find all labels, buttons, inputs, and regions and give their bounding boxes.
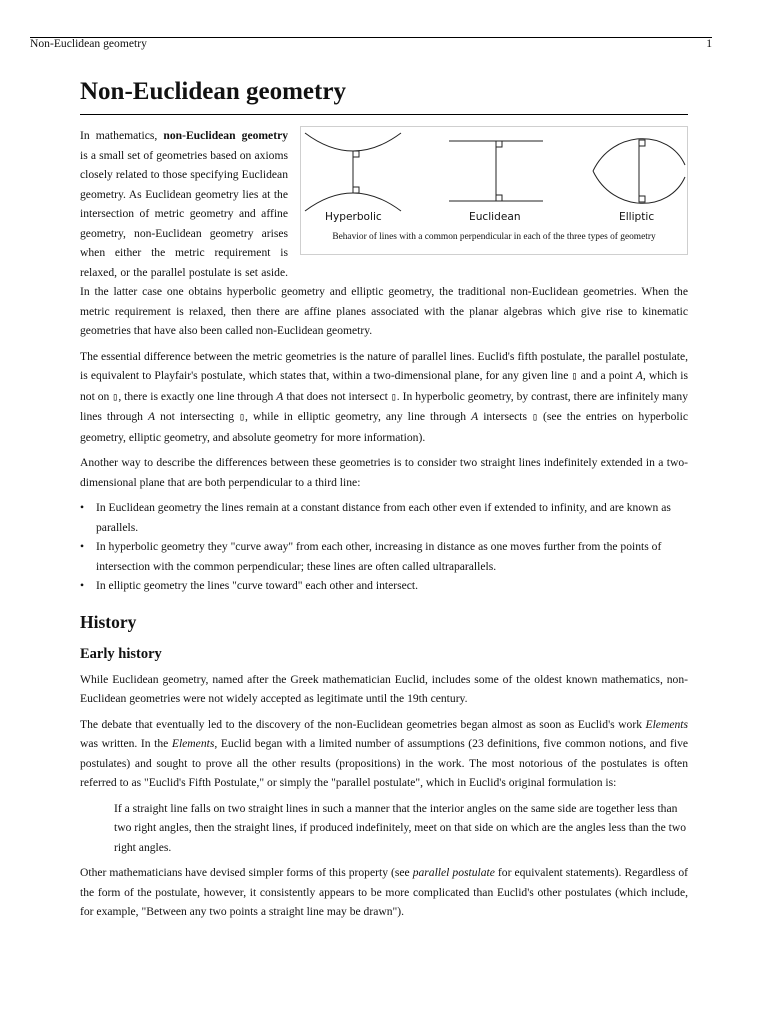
point-a: A (276, 389, 284, 403)
parallel-lines-paragraph (80, 347, 688, 448)
running-header (30, 36, 712, 50)
list-item: • In elliptic geometry the lines "curve toward" each other and intersect. (80, 576, 688, 596)
fifth-postulate-quote: If a straight line falls on two straight lines in such a manner that the interior angles on the same side are together less than two right angles, then the straight lines, if produced indefinitely, meet on that side on which are the angles less than the two right angles. (114, 801, 687, 854)
geometry-figure (300, 126, 688, 255)
para2-text-5: that does not intersect (283, 389, 391, 403)
point-a: A (147, 410, 156, 423)
parallel-postulate-reference: parallel postulate (412, 866, 495, 879)
article-body (80, 76, 688, 928)
line-glyph: ▯ (532, 412, 539, 423)
differences-paragraph: Another way to describe the differences between these geometries is to consider two straight lines indefinitely extended in a two-dimensional plane that are both perpendicular to a third line: (80, 456, 688, 489)
para2-text-4: , there is exactly one line through (118, 389, 277, 403)
hyperbolic-label: Hyperbolic (325, 211, 382, 223)
para2-text-9: intersects (478, 410, 533, 423)
para2-text-7: not intersecting (155, 410, 240, 423)
intro-term: non-Euclidean geometry (163, 129, 289, 142)
line-glyph: ▯ (112, 391, 119, 403)
simpler-forms-text-1: Other mathematicians have devised simpler forms of this property (see (80, 866, 413, 879)
simpler-forms-paragraph (80, 863, 688, 922)
euclidean-label: Euclidean (469, 211, 521, 223)
early-history-paragraph: While Euclidean geometry, named after the Greek mathematician Euclid, includes some of the oldest known mathematics, non-Euclidean geometries were not widely accepted as legitimate until the 19th century. (80, 672, 688, 705)
para2-text-1: The essential difference between the metric geometries is the nature of parallel lines. Euclid's fifth postulate, the parallel postulate, is equivalent to Playfair's postulate, which states that, within a two-dimensional plane, for any given line (80, 349, 688, 382)
line-glyph: ▯ (390, 391, 397, 403)
geometry-bullet-list (80, 498, 688, 596)
debate-paragraph (80, 715, 688, 793)
debate-text-2: was written. In the (80, 737, 172, 750)
debate-text-1: The debate that eventually led to the discovery of the non-Euclidean geometries began almost as soon as Euclid's work (80, 717, 646, 731)
page-number: 1 (706, 37, 712, 50)
intro-lead: In mathematics, (80, 129, 158, 142)
early-history-heading: Early history (80, 645, 162, 662)
running-title: Non-Euclidean geometry (30, 37, 147, 50)
para2-text-8: , while in elliptic geometry, any line through (245, 410, 472, 423)
debate-text-3: , Euclid began with a limited number of assumptions (23 definitions, five common notions, and five postulates) and sought to prove all the other results (propositions) in the work. The most notorious of the postulates is often referred to as "Euclid's Fifth Postulate," or simply the "parallel postulate", which in Euclid's original formulation is: (80, 737, 689, 789)
page-title: Non-Euclidean geometry (80, 76, 688, 115)
simpler-forms-text-2: for equivalent statements). Regardless of the form of the postulate, however, it consistently appears to be more complicated than Euclid's other postulates (which include, for example, "Between any two points a straight line may be drawn"). (80, 866, 688, 918)
figure-caption: Behavior of lines with a common perpendicular in each of the three types of geometry (332, 232, 656, 242)
line-glyph: ▯ (571, 371, 578, 382)
para2-text-2: and a point (577, 369, 636, 382)
history-heading: History (80, 611, 137, 632)
list-item: • In Euclidean geometry the lines remain at a constant distance from each other even if extended to infinity, and are known as parallels. (80, 498, 688, 537)
elliptic-label: Elliptic (619, 211, 655, 223)
list-item: • In hyperbolic geometry they "curve away" from each other, increasing in distance as one moves further from the points of intersection with the common perpendicular; these lines are often called ultraparallels. (80, 537, 688, 576)
para2-text-10: (see the entries on hyperbolic geometry, elliptic geometry, and absolute geometry for more information). (80, 410, 688, 444)
hyperbolic-upper-curve (305, 133, 401, 151)
para2-text-3: , which is not on (80, 369, 689, 403)
elements-title: Elements (171, 737, 215, 750)
point-a: A (471, 410, 479, 423)
elements-title: Elements (645, 717, 688, 731)
hyperbolic-lower-curve (305, 193, 401, 211)
line-glyph: ▯ (239, 412, 246, 423)
point-a: A (635, 369, 643, 382)
intro-section (80, 126, 688, 341)
intro-rest: is a small set of geometries based on axioms closely related to those specifying Euclidean geometry. As Euclidean geometry lies at the intersection of metric geometry and affine geometry, non-Euclidean geometry arises when either the metric requirement is relaxed, or the parallel postulate is set aside. In the latter case one obtains hyperbolic geometry and elliptic geometry, the traditional non-Euclidean geometries. When the metric requirement is relaxed, then there are affine planes associated with the planar algebras which give rise to kinematic geometries that have also been called non-Euclidean geometry. (80, 148, 688, 337)
para2-text-6: . In hyperbolic geometry, by contrast, there are infinitely many lines through (80, 389, 688, 423)
